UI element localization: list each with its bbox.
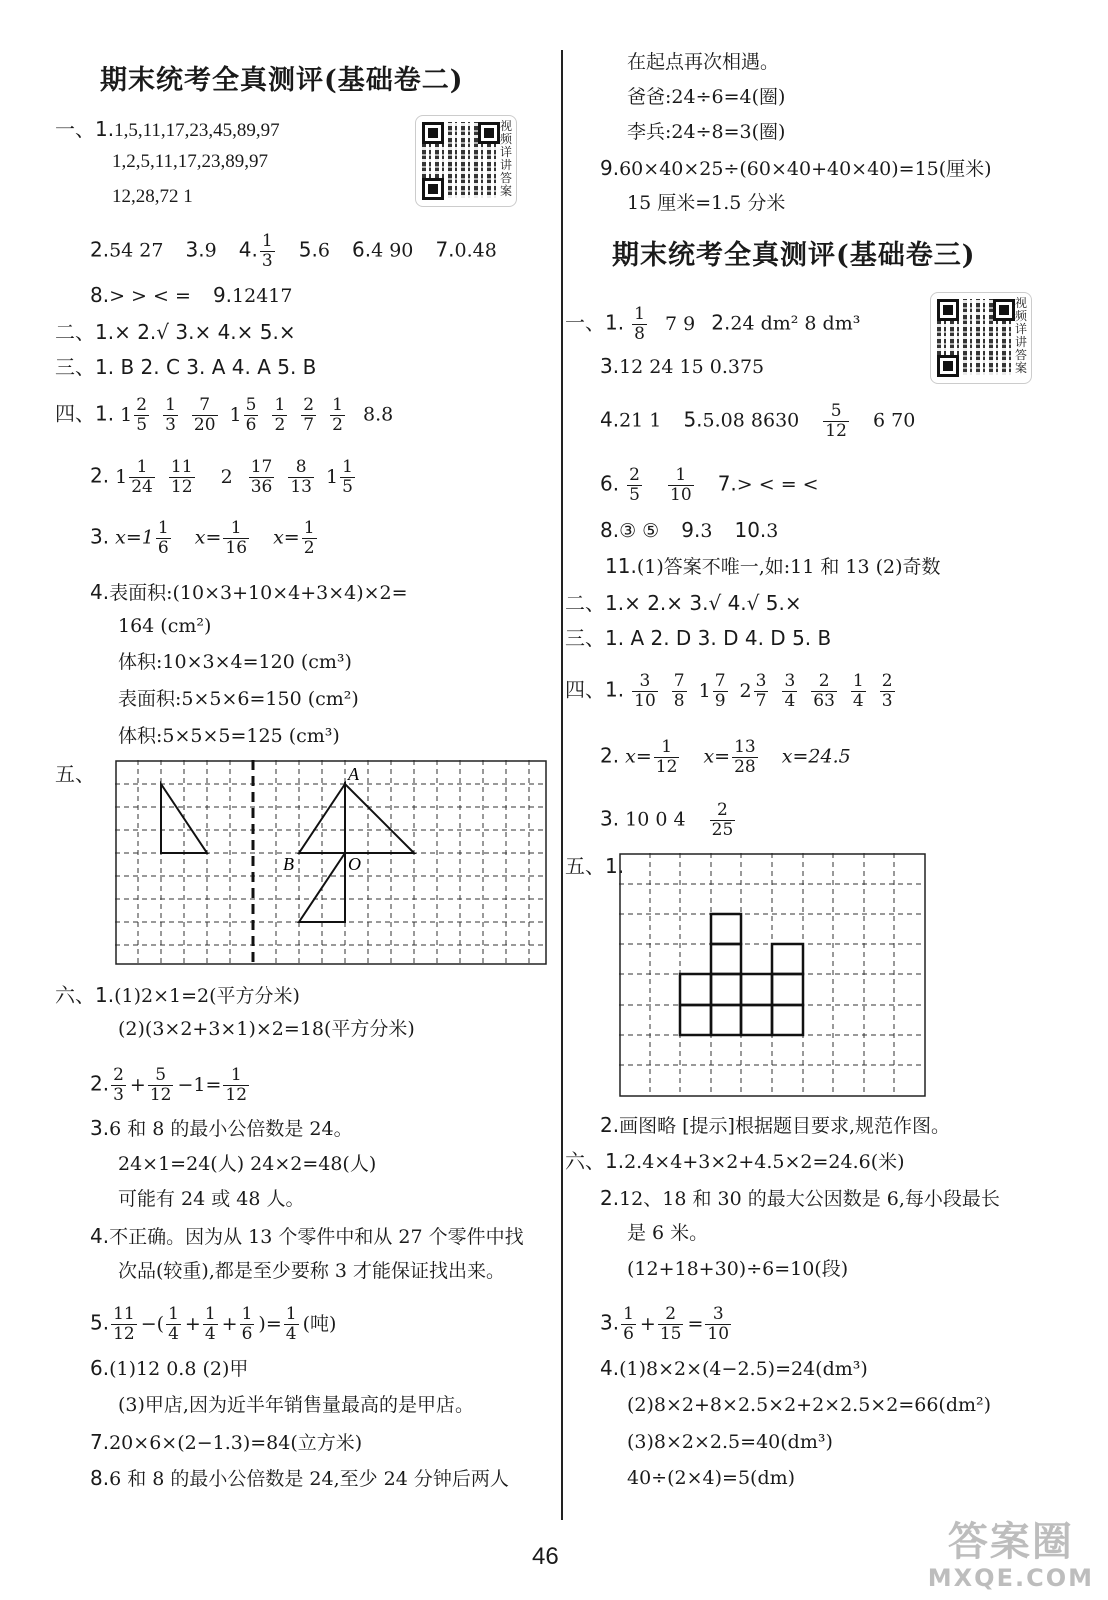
e2-s6-q9-line1: 9.60×40×25÷(60×40+40×40)=15(厘米) [600, 156, 992, 180]
e2-s6-q8-line3: 爸爸:24÷6=4(圈) [627, 86, 786, 108]
operator: )= [258, 1312, 282, 1335]
e2-s6-q6-line1: 6.(1)12 0.8 (2)甲 [90, 1356, 249, 1380]
e2-s1-line2: 1,2,5,11,17,23,89,97 [112, 151, 269, 172]
fraction: $\frac{1}{3}$ [165, 395, 176, 435]
e2-s4-q4-line2: 164 (cm²) [118, 615, 212, 637]
e2-s6-q2: 2. $\frac{2}{3}$ + $\frac{5}{12}$ −1= $\frac{1}{12}$ [90, 1066, 253, 1105]
fraction: $\frac{1}{6}$ [241, 1304, 253, 1344]
e2-s4-q4-line1: 4.表面积:(10×3+10×4+3×4)×2= [90, 580, 408, 604]
e3-s1-q11: 11.(1)答案不唯一,如:11 和 13 (2)奇数 [605, 554, 941, 578]
e3-s1-row1: 一、1. $\frac{1}{8}$ 7 9 2.24 dm² 8 dm³ [565, 304, 861, 344]
e2-s6-q8-line1: 8.6 和 8 的最小公倍数是 24,至少 24 分钟后两人 [90, 1466, 509, 1490]
fraction: 1 $\frac{1}{5}$ [325, 457, 353, 497]
fraction: $\frac{1}{4}$ [852, 671, 864, 711]
e2-s4-row3: 3. x=1 $\frac{1}{6}$ x= $\frac{1}{16}$ x= $\frac{1}{2}$ [90, 518, 315, 558]
e3-s6-q2-line3: (12+18+30)÷6=10(段) [627, 1258, 849, 1280]
operator: (吨) [302, 1312, 337, 1335]
e3-s6-q4-line2: (2)8×2+8×2.5×2+2×2.5×2=66(dm²) [627, 1394, 992, 1416]
operator: + [221, 1312, 238, 1335]
e3-s5-q2: 2.画图略 [提示]根据题目要求,规范作图。 [600, 1113, 950, 1137]
e2-s1-row-q8-q9: 8.> > < = 9.12417 [90, 283, 293, 307]
fraction: $\frac{2}{15}$ [659, 1304, 682, 1344]
e3-s6-q1: 六、1.2.4×4+3×2+4.5×2=24.6(米) [565, 1149, 905, 1173]
watermark-logo: 答案圈 MXQE.COM [927, 1519, 1094, 1592]
operator: −1= [177, 1073, 222, 1096]
e2-s1-line1: 一、1.1,5,11,17,23,45,89,97 [55, 117, 280, 141]
fraction: $\frac{17}{36}$ [250, 457, 273, 497]
fraction: $\frac{1}{4}$ [204, 1304, 216, 1344]
e3-s6-q4-line4: 40÷(2×4)=5(dm) [627, 1467, 796, 1489]
operator: = [687, 1312, 704, 1335]
e2-section3: 三、1. B 2. C 3. A 4. A 5. B [55, 355, 317, 379]
qr-caption: 视频详讲答案 [499, 119, 512, 198]
fraction: $\frac{7}{20}$ [193, 395, 216, 435]
e2-s6-q3-line2: 24×1=24(人) 24×2=48(人) [118, 1153, 377, 1175]
exam2-title: 期末统考全真测评(基础卷二) [100, 65, 464, 96]
e3-s6-q4-line1: 4.(1)8×2×(4−2.5)=24(dm³) [600, 1356, 868, 1380]
e2-s6-q1-line2: (2)(3×2+3×1)×2=18(平方分米) [118, 1018, 415, 1040]
qr-caption-2: 视频详讲答案 [1014, 296, 1027, 375]
e2-s6-q8-line4: 李兵:24÷8=3(圈) [627, 121, 786, 143]
fraction: 1 $\frac{1}{24}$ [115, 457, 153, 497]
label-A: A [348, 764, 359, 784]
label-B: B [283, 854, 294, 874]
fraction: $\frac{2}{3}$ [881, 671, 893, 711]
e3-s5-label: 五、1. [565, 854, 625, 878]
operator: −( [140, 1312, 165, 1335]
exam3-title: 期末统考全真测评(基础卷三) [612, 240, 976, 271]
fraction: $\frac{1}{6}$ [623, 1304, 634, 1344]
e3-s1-q4-q5: 4.21 1 5.5.08 8630 $\frac{5}{12}$ 6 70 [600, 401, 916, 441]
fraction: $\frac{1}{4}$ [168, 1304, 179, 1344]
e3-s1-q8-q10: 8.③ ⑤ 9.3 10.3 [600, 518, 779, 542]
e3-s4-row2: 2. x= $\frac{1}{12}$ x= $\frac{13}{28}$ x=24.5 [600, 737, 851, 777]
fraction: 2 $\frac{3}{7}$ [739, 671, 767, 711]
e2-s6-q1-line1: 六、1.(1)2×1=2(平方分米) [55, 983, 300, 1007]
e3-s1-q6-q7: 6. $\frac{2}{5}$ $\frac{1}{10}$ 7.> < = < [600, 465, 819, 505]
fraction: $\frac{5}{12}$ [149, 1065, 172, 1105]
e2-section2: 二、1.× 2.√ 3.× 4.× 5.× [55, 320, 296, 344]
e3-grid-figure [619, 853, 927, 1098]
e2-s1-line3: 12,28,72 1 [112, 186, 193, 207]
operator: + [639, 1312, 656, 1335]
fraction: $\frac{11}{12}$ [170, 457, 193, 497]
fraction: 1 $\frac{7}{9}$ [698, 671, 726, 711]
e2-s4-row1: 四、1. 1 $\frac{2}{5}$ $\frac{1}{3}$ $\frac{7}{20}$ 1 $\frac{5}{6}$ $\frac{1}{2}$ $\frac{2}{7}$ $\frac{1}{2}$ 8.8 [55, 395, 394, 435]
e3-s6-q4-line3: (3)8×2×2.5=40(dm³) [627, 1431, 833, 1453]
operator: + [184, 1312, 201, 1335]
e2-s6-q4-line2: 次品(较重),都是至少要称 3 才能保证找出来。 [118, 1260, 506, 1282]
fraction: $\frac{1}{2}$ [332, 395, 343, 435]
column-divider [561, 50, 563, 1520]
fraction: $\frac{1}{12}$ [225, 1065, 248, 1105]
e3-section2: 二、1.× 2.× 3.√ 4.√ 5.× [565, 591, 802, 615]
fraction: $\frac{3}{10}$ [707, 1304, 730, 1344]
e2-s4-q4-line4: 表面积:5×5×6=150 (cm²) [118, 688, 359, 710]
fraction: $\frac{8}{13}$ [290, 457, 312, 497]
page-number: 46 [532, 1543, 559, 1570]
e2-s4-q4-line3: 体积:10×3×4=120 (cm³) [118, 651, 352, 673]
e2-s6-q3-line1: 3.6 和 8 的最小公倍数是 24。 [90, 1116, 353, 1140]
fraction: $\frac{2}{63}$ [813, 671, 835, 711]
operator: + [129, 1073, 146, 1096]
e2-grid-figure [115, 760, 547, 966]
e3-section3: 三、1. A 2. D 3. D 4. D 5. B [565, 626, 832, 650]
e2-s4-row2: 2. 1 $\frac{1}{24}$ $\frac{11}{12}$ 2 $\frac{17}{36}$ $\frac{8}{13}$ 1 $\frac{1}{5}$ [90, 458, 367, 497]
e3-s6-q3: 3. $\frac{1}{6}$ + $\frac{2}{15}$ = $\frac{3}{10}$ [600, 1305, 735, 1344]
e3-s4-row1: 四、1. $\frac{3}{10}$ $\frac{7}{8}$ 1 $\frac{7}{9}$ 2 $\frac{3}{7}$ $\frac{3}{4}$ $\frac{2}{63}$ $\frac{1}{4}$ $\frac{2}{3}$ [565, 672, 907, 711]
e2-s5-label: 五、 [55, 762, 95, 786]
e3-s6-q2-line2: 是 6 米。 [627, 1222, 709, 1244]
e3-s6-q2-line1: 2.12、18 和 30 的最大公因数是 6,每小段最长 [600, 1186, 1000, 1210]
e2-s6-q3-line3: 可能有 24 或 48 人。 [118, 1188, 305, 1210]
e3-s4-row3: 3. 10 0 4 $\frac{2}{25}$ [600, 800, 734, 840]
e2-s6-q8-line2: 在起点再次相遇。 [627, 51, 780, 73]
fraction: $\frac{3}{10}$ [634, 671, 656, 711]
fraction: $\frac{2}{7}$ [303, 395, 315, 435]
e2-s6-q6-line2: (3)甲店,因为近半年销售量最高的是甲店。 [118, 1394, 474, 1416]
fraction: $\frac{11}{12}$ [113, 1304, 135, 1344]
fraction: 1 $\frac{2}{5}$ [120, 395, 148, 435]
e2-s4-q4-line5: 体积:5×5×5=125 (cm³) [118, 725, 340, 747]
e2-s1-row-q2-q7: 2.54 27 3.9 4. $\frac{1}{3}$ 5.6 6.4 90 7.0.48 [90, 231, 497, 271]
fraction: $\frac{1}{2}$ [274, 395, 286, 435]
label-O: O [348, 854, 361, 874]
qr-code-exam3[interactable] [930, 292, 1032, 384]
qr-code-exam2[interactable] [415, 115, 517, 207]
e2-s6-q9-line2: 15 厘米=1.5 分米 [627, 192, 786, 214]
fraction: $\frac{7}{8}$ [673, 671, 685, 711]
fraction: $\frac{3}{4}$ [784, 671, 796, 711]
e3-s1-q3: 3.12 24 15 0.375 [600, 354, 765, 378]
e2-s6-q4-line1: 4.不正确。因为从 13 个零件中和从 27 个零件中找 [90, 1224, 524, 1248]
fraction: $\frac{2}{3}$ [113, 1065, 124, 1105]
e2-s6-q7: 7.20×6×(2−1.3)=84(立方米) [90, 1430, 363, 1454]
e2-s6-q5: 5. $\frac{11}{12}$ −( $\frac{1}{4}$ + $\frac{1}{4}$ + $\frac{1}{6}$ )= $\frac{1}{4}$ (吨) [90, 1304, 337, 1344]
fraction: 1 $\frac{5}{6}$ [229, 395, 257, 435]
fraction: $\frac{1}{4}$ [285, 1304, 297, 1344]
